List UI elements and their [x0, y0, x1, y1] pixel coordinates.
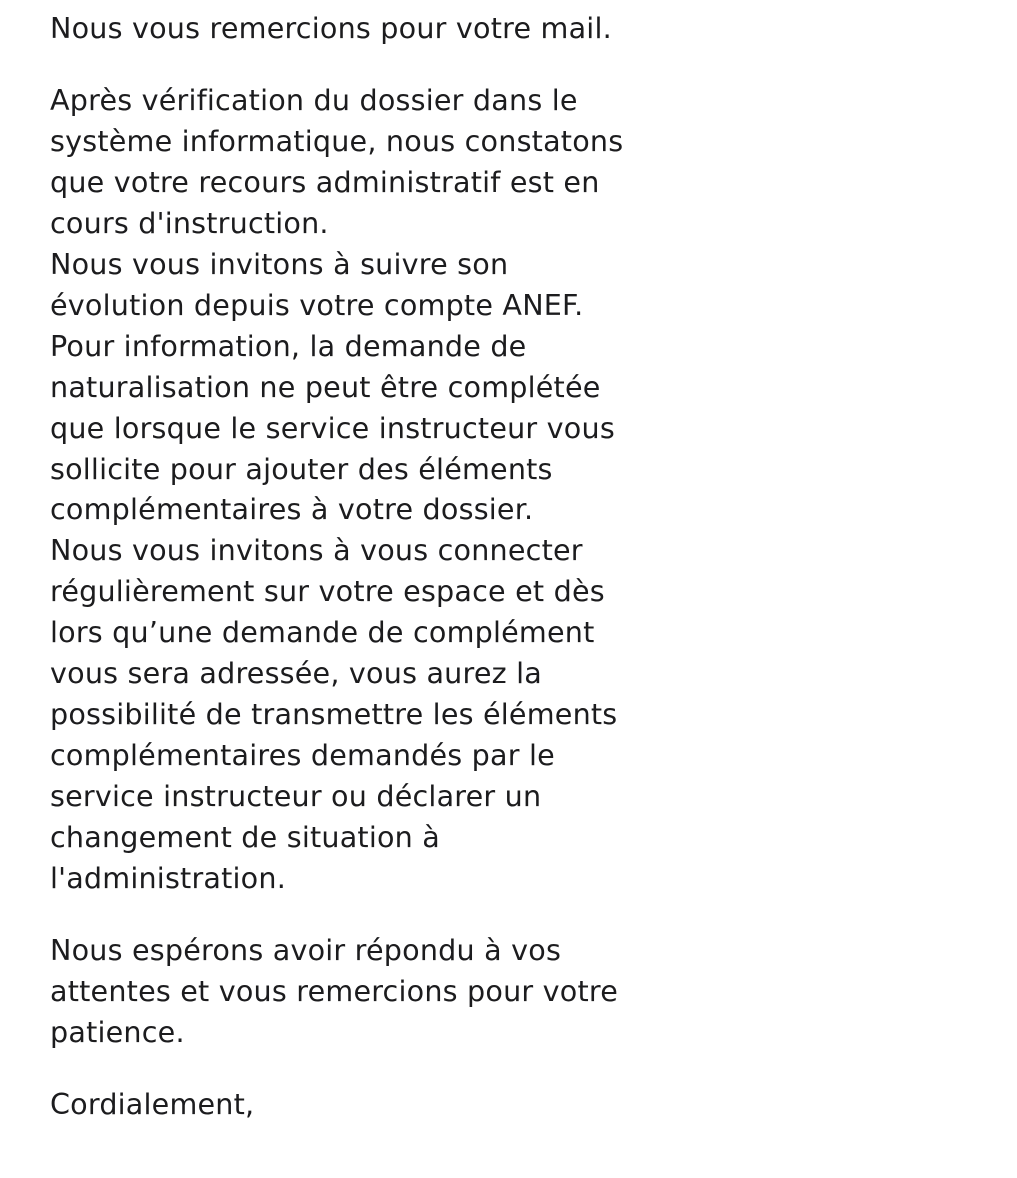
closing-paragraph: Nous espérons avoir répondu à vos attentes et vous remercions pour votre patience. [50, 933, 618, 1049]
verification-paragraph: Après vérification du dossier dans le système informatique, nous constatons que votre recours administratif est en cours d'instruction. Nous vous invitons à suivre son évolution depuis votre compte ANEF. Pour information, la demande de naturalisation ne peut être complétée que lorsque le service instructeur vous sollicite pour ajouter des éléments complémentaires à votre dossier. Nous vous invitons à vous connecter régulièrement sur votre espace et dès lors qu’une demande de complément vous sera adressée, vous aurez la possibilité de transmettre les éléments complémentaires demandés par le service instructeur ou déclarer un changement de situation à l'administration. [50, 83, 624, 895]
greeting-paragraph: Nous vous remercions pour votre mail. [50, 11, 612, 45]
email-message-body [50, 8, 690, 1125]
signoff-text: Cordialement, [50, 1087, 255, 1122]
